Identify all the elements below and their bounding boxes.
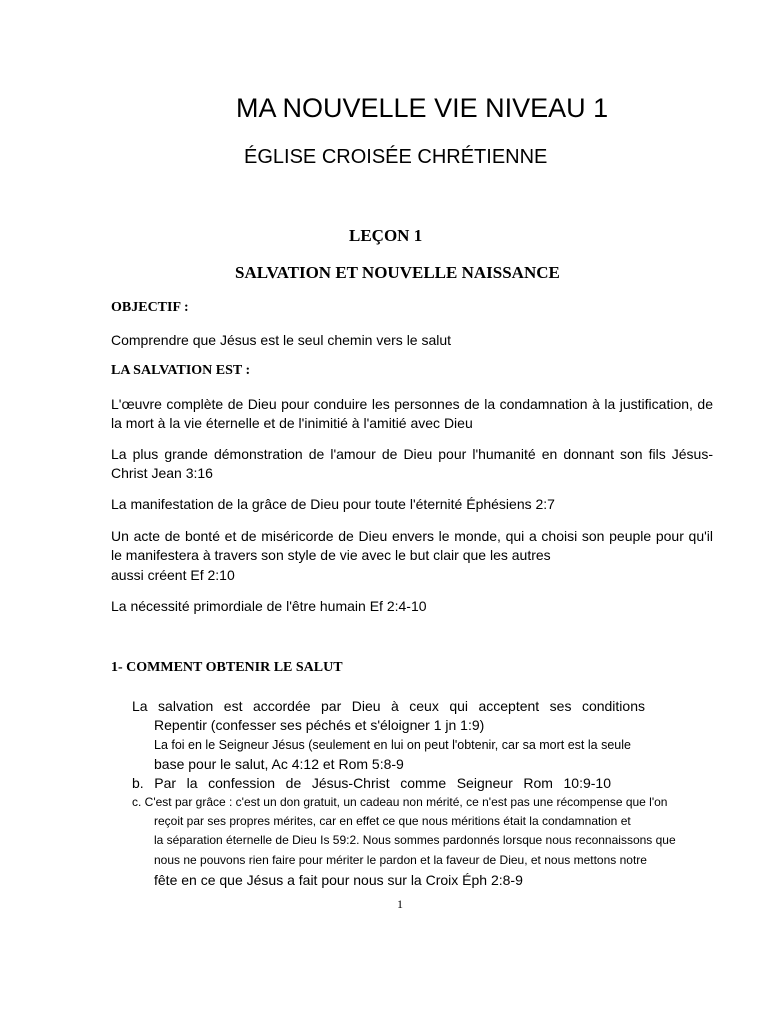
salvation-item: La manifestation de la grâce de Dieu pour toute l'éternité Éphésiens 2:7 [111, 496, 555, 512]
lesson-number: LEÇON 1 [349, 226, 423, 245]
salvation-item-continuation: aussi créent Ef 2:10 [111, 567, 235, 583]
condition-grace-line-1: c. C'est par grâce : c'est un don gratuit, un cadeau non mérité, ce n'est pas une récompense que l'on [132, 795, 668, 809]
objective-text: Comprendre que Jésus est le seul chemin vers le salut [111, 332, 452, 348]
condition-grace-line-5: fête en ce que Jésus a fait pour nous sur la Croix Éph 2:8-9 [154, 872, 523, 888]
salvation-item: La nécessité primordiale de l'être humain Ef 2:4-10 [111, 598, 427, 614]
condition-faith-line-1: La foi en le Seigneur Jésus (seulement en lui on peut l'obtenir, car sa mort est la seule [154, 738, 631, 752]
salvation-item: La plus grande démonstration de l'amour de Dieu pour l'humanité en donnant son fils Jésus-Christ Jean 3:16 [111, 446, 713, 481]
condition-grace-line-2: reçoit par ses propres mérites, car en effet ce que nous méritions était la condamnation et [154, 814, 631, 828]
church-name: ÉGLISE CROISÉE CHRÉTIENNE [244, 146, 548, 168]
lesson-title: SALVATION ET NOUVELLE NAISSANCE [235, 263, 560, 282]
objective-heading: OBJECTIF : [111, 300, 189, 315]
condition-confession: b. Par la confession de Jésus-Christ comme Seigneur Rom 10:9-10 [132, 775, 611, 791]
document-title: MA NOUVELLE VIE NIVEAU 1 [236, 93, 609, 123]
section-intro: La salvation est accordée par Dieu à ceux qui acceptent ses conditions [132, 698, 645, 714]
section-heading: 1- COMMENT OBTENIR LE SALUT [111, 660, 343, 675]
salvation-item: Un acte de bonté et de miséricorde de Dieu envers le monde, qui a choisi son peuple pour qu'il le manifestera à travers son style de vie avec le but clair que les autres [111, 528, 713, 563]
page-number: 1 [397, 897, 403, 911]
salvation-heading: LA SALVATION EST : [111, 363, 251, 378]
condition-grace-line-3: la séparation éternelle de Dieu Is 59:2. Nous sommes pardonnés lorsque nous reconnaissons que [154, 833, 676, 847]
salvation-item: L'œuvre complète de Dieu pour conduire les personnes de la condamnation à la justification, de la mort à la vie éternelle et de l'inimitié à l'amitié avec Dieu [111, 396, 713, 431]
condition-faith-line-2: base pour le salut, Ac 4:12 et Rom 5:8-9 [154, 756, 404, 772]
condition-repent: Repentir (confesser ses péchés et s'éloigner 1 jn 1:9) [154, 717, 485, 733]
condition-grace-line-4: nous ne pouvons rien faire pour mériter le pardon et la faveur de Dieu, et nous mettons notre [154, 853, 647, 867]
